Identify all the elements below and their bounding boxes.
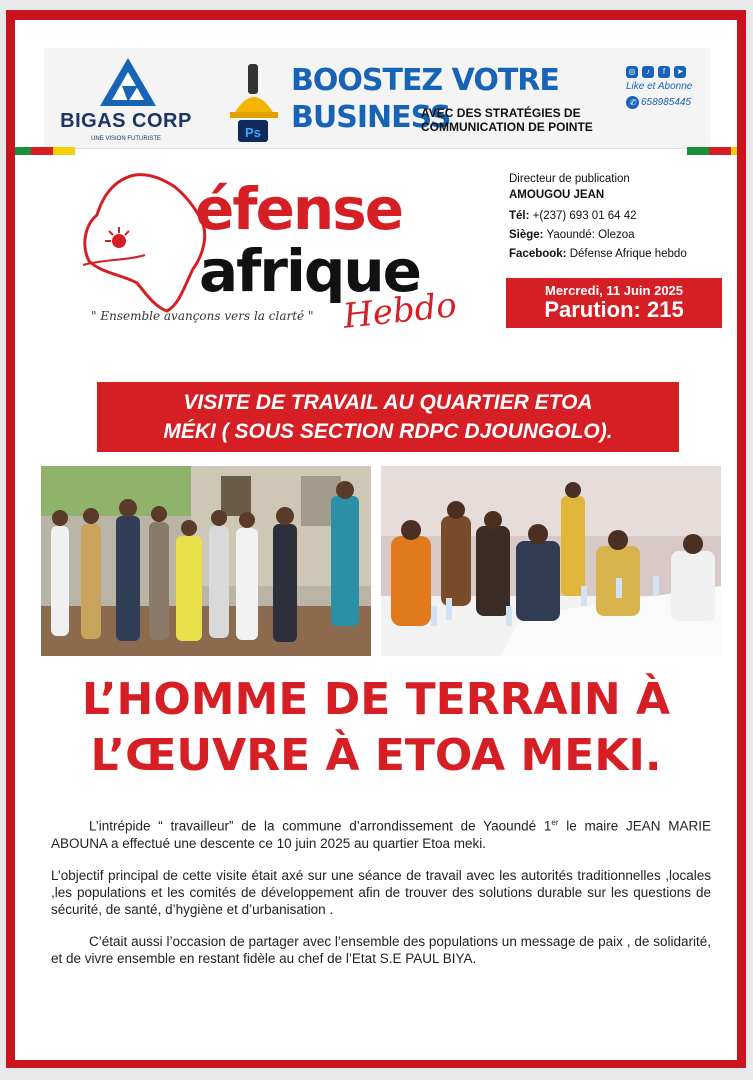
hardhat-icon xyxy=(230,62,278,142)
paragraph-1-sup: er xyxy=(551,818,559,827)
flag-right xyxy=(687,147,737,155)
photo-meeting xyxy=(381,466,721,656)
paragraph-1 xyxy=(51,814,711,852)
director-label: Directeur de publication xyxy=(509,173,630,185)
logo-hebdo: Hebdo xyxy=(341,285,459,337)
facebook-value: Défense Afrique hebdo xyxy=(569,248,687,260)
social-links[interactable] xyxy=(626,66,710,109)
siege-label: Siège: xyxy=(509,229,544,241)
whatsapp-phone[interactable] xyxy=(626,96,710,109)
siege-value: Yaoundé: Olezoa xyxy=(546,229,635,241)
banner-ad[interactable] xyxy=(44,48,710,149)
article-body xyxy=(51,814,711,982)
masthead-logo xyxy=(75,165,465,355)
telegram-icon[interactable]: ➤ xyxy=(674,66,686,78)
director-name: AMOUGOU JEAN xyxy=(509,189,605,201)
article-title-line-1: L’HOMME DE TERRAIN À xyxy=(81,674,671,725)
logo-slogan: " Ensemble avançons vers la clarté " xyxy=(91,309,314,323)
banner-headline-2: BUSINESS xyxy=(291,100,451,135)
facebook-label: Facebook: xyxy=(509,248,567,260)
headline-line-1: VISITE DE TRAVAIL AU QUARTIER ETOA xyxy=(183,391,593,414)
instagram-icon[interactable]: ◎ xyxy=(626,66,638,78)
banner-subline: AVEC DES STRATÉGIES DE COMMUNICATION DE POINTE xyxy=(421,106,593,134)
article-title xyxy=(15,672,737,784)
logo-defense: éfense xyxy=(195,175,403,243)
africa-map-icon xyxy=(75,165,215,315)
paragraph-2: L’objectif principal de cette visite était axé sur une séance de travail avec les autorités traditionnelles ,locales ,les populations et les comités de développement afin de trouver des solutions durable sur les questions de sécurité, de santé, d’hygiène et d’urbanisation . xyxy=(51,867,711,917)
issue-date: Mercredi, 11 Juin 2025 xyxy=(544,283,684,298)
headline-box xyxy=(97,382,679,452)
photo-visit-group xyxy=(41,466,371,656)
company-name: BIGAS CORP xyxy=(60,110,192,132)
whatsapp-icon: ✆ xyxy=(626,96,639,109)
issue-box xyxy=(506,278,722,328)
page-frame xyxy=(6,10,746,1068)
page-content xyxy=(15,20,737,1060)
facebook-icon[interactable]: f xyxy=(658,66,670,78)
phone-number: 658985445 xyxy=(641,97,692,109)
bigas-triangle-icon xyxy=(98,56,158,108)
paragraph-1-start: L’intrépide “ travailleur” de la commune d’arrondissement de Yaoundé 1 xyxy=(89,818,552,834)
headline-line-2: MÉKI ( SOUS SECTION RDPC DJOUNGOLO). xyxy=(163,420,613,443)
issue-number: Parution: 215 xyxy=(544,297,684,322)
paragraph-3: C’était aussi l’occasion de partager avec l’ensemble des populations un message de paix , de solidarité, et de vivre ensemble en restant fidèle au chef de l’Etat S.E PAUL BIYA. xyxy=(51,933,711,966)
article-title-line-2: L’ŒUVRE À ETOA MEKI. xyxy=(90,730,662,781)
publication-info xyxy=(509,170,725,264)
logo-afrique: afrique xyxy=(199,237,421,305)
photoshop-label: Ps xyxy=(245,125,261,140)
banner-headline-1: BOOSTEZ VOTRE xyxy=(291,63,559,98)
tiktok-icon[interactable]: ♪ xyxy=(642,66,654,78)
paragraph-1-end: le maire JEAN MARIE ABOUNA a effectué une descente ce 10 juin 2025 au quartier Etoa meki. xyxy=(51,818,711,851)
social-prompt: Like et Abonne xyxy=(626,81,693,92)
company-tagline: UNE VISION FUTURISTE xyxy=(90,136,161,142)
tel-label: Tél: xyxy=(509,210,530,222)
bigas-corp-logo xyxy=(56,56,196,146)
flag-left xyxy=(15,147,75,155)
tel-value: +(237) 693 01 64 42 xyxy=(532,210,637,222)
